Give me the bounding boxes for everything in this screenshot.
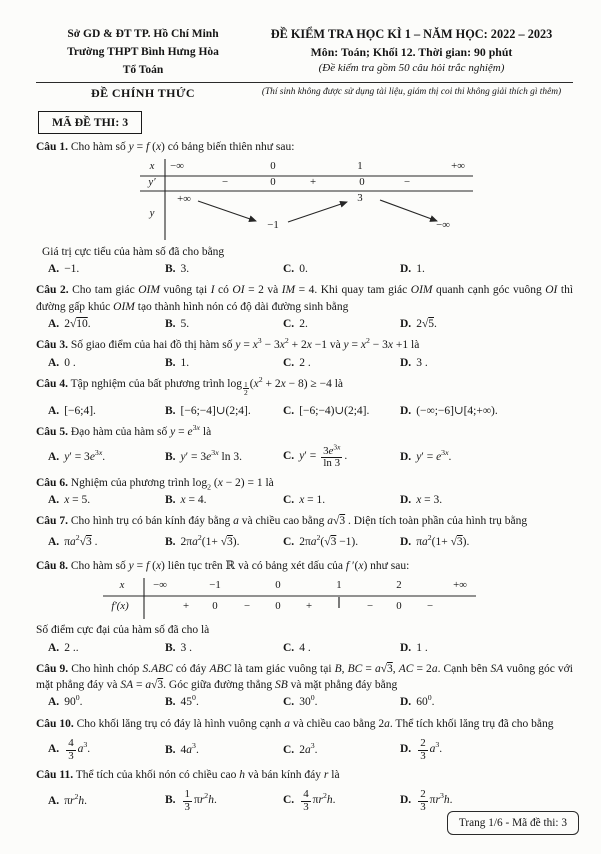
question-label: Câu 6.	[36, 476, 68, 489]
row-label-y-prime: y′	[148, 175, 156, 188]
answer-option-c	[283, 492, 400, 508]
exam-note: (Đề kiểm tra gồm 50 câu hỏi trắc nghiệm)	[318, 61, 505, 74]
option-letter: B.	[165, 794, 176, 807]
answer-option-d	[400, 640, 573, 656]
question-9	[36, 661, 573, 694]
official-stamp: ĐỀ CHÍNH THỨC	[91, 86, 195, 101]
answer-option-a	[48, 694, 165, 710]
x-value: −∞	[170, 159, 184, 172]
x-value: −∞	[153, 579, 167, 592]
question-label: Câu 1.	[36, 141, 68, 154]
option-letter: D.	[400, 794, 412, 807]
option-text: $45^0$.	[180, 693, 199, 709]
answer-option-b	[165, 355, 283, 371]
option-text: [−6;4].	[64, 404, 96, 417]
option-text: $\frac{4}{3}$ $a^3$.	[68, 737, 91, 762]
option-letter: D.	[400, 535, 412, 548]
option-text: 2 .	[299, 356, 311, 369]
y-minimum: −1	[267, 218, 279, 231]
option-text: $\frac{2}{3}$ $a^3$.	[420, 737, 443, 762]
option-letter: B.	[165, 451, 176, 464]
sign-value: −	[221, 175, 229, 188]
y-limit: −∞	[436, 218, 450, 231]
question-1-prompt: Giá trị cực tiểu của hàm số đã cho bằng	[42, 245, 225, 258]
option-text: x = 1.	[299, 493, 326, 506]
question-text: Cho khối lăng trụ có đáy là hình vuông cạnh a và chiều cao bằng 2a. Thể tích khối lăng trụ đã cho bằng	[76, 717, 554, 730]
question-8-answers	[48, 640, 573, 656]
option-letter: B.	[165, 641, 176, 654]
answer-option-a	[48, 793, 165, 809]
question-3-answers	[48, 355, 573, 371]
option-letter: A.	[48, 262, 60, 275]
option-letter: A.	[48, 641, 60, 654]
option-letter: A.	[48, 451, 60, 464]
option-text: 1.	[416, 262, 425, 275]
sign-value: −	[426, 600, 434, 613]
question-6	[36, 475, 573, 491]
question-label: Câu 7.	[36, 515, 68, 528]
question-7	[36, 513, 573, 529]
option-letter: C.	[283, 493, 295, 506]
question-text: Cho hàm số y = f (x) có bảng biến thiên như sau:	[70, 141, 295, 154]
row-label-y: y	[149, 206, 155, 219]
row-label-f-prime: f′(x)	[111, 600, 129, 613]
option-letter: C.	[283, 450, 295, 463]
option-text: 4 .	[299, 641, 311, 654]
option-text: $y' = e^{3x}$.	[416, 448, 452, 464]
option-letter: A.	[48, 493, 60, 506]
option-letter: A.	[48, 795, 60, 808]
option-letter: B.	[165, 317, 176, 330]
question-text: Tập nghiệm của bất phương trình log $\frac{1}{2}$ $(x^2 + 2x - 8) \ge -4$ là	[70, 375, 344, 398]
option-letter: C.	[283, 696, 295, 709]
option-letter: D.	[400, 493, 412, 506]
sign-value: +	[305, 600, 313, 613]
question-1	[36, 139, 573, 155]
arrow-up-icon	[288, 202, 347, 222]
answer-option-a	[48, 534, 165, 550]
question-5	[36, 424, 573, 440]
question-label: Câu 9.	[36, 662, 69, 675]
answer-option-d	[400, 738, 573, 762]
question-8-prompt: Số điểm cực đại của hàm số đã cho là	[36, 624, 210, 637]
option-letter: C.	[283, 794, 295, 807]
question-11	[36, 767, 573, 783]
answer-option-b	[165, 316, 283, 332]
option-text: $\pi a^2(1+ √3)$.	[416, 532, 470, 548]
page-footer-box: Trang 1/6 - Mã đề thi: 3	[447, 811, 579, 835]
option-text: $90^0$.	[64, 693, 83, 709]
answer-option-b	[165, 742, 283, 758]
answer-option-d	[400, 789, 573, 813]
question-5-answers	[48, 441, 573, 470]
x-value: −1	[209, 579, 221, 592]
x-value: 1	[357, 159, 363, 172]
question-label: Câu 8.	[36, 559, 68, 572]
answer-option-c	[283, 694, 400, 710]
option-text: 1 .	[416, 641, 428, 654]
option-text: 2 ..	[64, 641, 79, 654]
option-letter: D.	[400, 317, 412, 330]
exam-code-box: MÃ ĐỀ THI: 3	[38, 111, 142, 134]
answer-option-b	[165, 403, 283, 419]
sign-value: +	[182, 600, 190, 613]
option-letter: C.	[283, 262, 295, 275]
answer-option-c	[283, 742, 400, 758]
option-text: 3 .	[180, 641, 193, 654]
option-text: $\pi r^2h$.	[64, 792, 88, 808]
header-row-2	[36, 85, 573, 102]
y-limit: +∞	[177, 192, 191, 205]
option-letter: D.	[400, 451, 412, 464]
option-text: −1.	[64, 262, 80, 275]
option-text: 0 .	[64, 356, 76, 369]
x-value: 2	[396, 579, 402, 592]
option-letter: D.	[400, 356, 412, 369]
option-letter: D.	[400, 696, 412, 709]
option-letter: D.	[400, 262, 412, 275]
option-letter: A.	[48, 404, 60, 417]
arrow-down-icon	[198, 201, 256, 221]
row-label-x: x	[149, 159, 155, 172]
question-3	[36, 337, 573, 353]
option-letter: A.	[48, 742, 60, 755]
question-label: Câu 11.	[36, 769, 74, 782]
question-10-answers	[48, 738, 573, 762]
question-8	[36, 558, 573, 574]
header-divider	[36, 82, 573, 83]
option-text: y′ = $\frac{3e^{3x}}{\ln 3}$ .	[299, 441, 348, 470]
discontinuity-mark: ‖	[337, 593, 341, 613]
sign-value: +	[309, 175, 317, 188]
answer-option-d	[400, 403, 573, 419]
option-text: (−∞;−6]∪[4;+∞).	[416, 404, 498, 417]
row-label-x: x	[119, 579, 125, 592]
question-text: Cho tam giác OIM vuông tại I có OI = 2 và IM = 4. Khi quay tam giác OIM quanh cạnh góc vuông OI thì đường gấp khúc OIM tạo thành hình nón có độ dài đường sinh bằng	[36, 284, 574, 313]
answer-option-c	[283, 403, 400, 419]
option-letter: B.	[165, 493, 176, 506]
question-10	[36, 716, 573, 732]
exam-title: ĐỀ KIỂM TRA HỌC KÌ 1 – NĂM HỌC: 2022 – 2023	[270, 27, 553, 41]
answer-option-a	[48, 449, 165, 465]
option-letter: C.	[283, 641, 295, 654]
option-letter: B.	[165, 262, 176, 275]
option-letter: C.	[283, 743, 295, 756]
option-text: [−6;−4)∪(2;4].	[299, 404, 370, 417]
option-text: $30^0$.	[299, 693, 318, 709]
option-letter: C.	[283, 356, 295, 369]
option-letter: B.	[165, 535, 176, 548]
answer-option-c	[283, 789, 400, 813]
sign-value: 0	[396, 600, 402, 613]
option-text: 0.	[299, 262, 308, 275]
answer-option-c	[283, 640, 400, 656]
answer-option-b	[165, 534, 283, 550]
answer-option-a	[48, 640, 165, 656]
answer-option-c	[283, 534, 400, 550]
option-letter: B.	[165, 404, 176, 417]
answer-option-b	[165, 694, 283, 710]
question-text: Đạo hàm của hàm số $y = e^{3x}$ là	[70, 423, 212, 439]
group-name: Tổ Toán	[122, 63, 164, 76]
answer-option-b	[165, 640, 283, 656]
option-letter: D.	[400, 742, 412, 755]
option-letter: D.	[400, 404, 412, 417]
option-text: $2\pi a^2(1+ √3)$.	[180, 532, 240, 548]
arrow-down-icon	[380, 200, 437, 221]
question-7-answers	[48, 534, 573, 550]
variation-table	[140, 159, 475, 241]
question-9-answers	[48, 694, 573, 710]
question-text: Nghiệm của phương trình $\log_2 (x - 2) = 1$ là	[70, 476, 274, 491]
option-letter: B.	[165, 356, 176, 369]
sign-value: 0	[359, 175, 365, 188]
option-letter: A.	[48, 356, 60, 369]
answer-option-a	[48, 261, 165, 277]
answer-option-a	[48, 403, 165, 419]
question-11-answers	[48, 789, 573, 813]
question-text: Cho hàm số y = f (x) liên tục trên ℝ và có bảng xét dấu của f ′(x) như sau:	[70, 559, 410, 572]
question-text: Cho hình chóp S.ABC có đáy ABC là tam giác vuông tại B, BC = a√3, AC = 2a. Cạnh bên SA vuông góc với mặt phẳng đáy và SA = a√3. Góc giữa đường thẳng SB và mặt phẳng đáy bằng	[36, 662, 573, 692]
answer-option-d	[400, 694, 573, 710]
answer-option-c	[283, 441, 400, 470]
option-letter: C.	[283, 404, 295, 417]
option-text: 3.	[180, 262, 190, 275]
sign-value: −	[403, 175, 411, 188]
answer-option-c	[283, 316, 400, 332]
answer-option-a	[48, 738, 165, 762]
question-2-answers	[48, 316, 573, 332]
option-text: $4a^3$.	[180, 741, 199, 756]
option-text: $\frac{2}{3}$ $\pi r^3h$.	[420, 788, 453, 813]
x-value: 1	[336, 579, 342, 592]
answer-option-b	[165, 492, 283, 508]
option-text: $\frac{1}{3}$ $\pi r^2h$.	[184, 788, 217, 813]
answer-option-d	[400, 261, 573, 277]
x-value: +∞	[451, 159, 465, 172]
option-text: $y' = 3e^{3x}$ ln 3.	[180, 448, 242, 464]
question-label: Câu 4.	[36, 377, 68, 390]
question-6-answers	[48, 492, 573, 508]
exam-subject-time: Môn: Toán; Khối 12. Thời gian: 90 phút	[310, 44, 513, 59]
question-1-answers	[48, 261, 573, 277]
question-text: Số giao điểm của hai đồ thị hàm số $y = x^3 - 3x^2 + 2x -1$ và $y = x^2 - 3x +1$ là	[70, 336, 420, 352]
option-text: 1.	[180, 356, 190, 369]
option-text: $y' = 3e^{3x}$.	[64, 448, 106, 464]
option-letter: A.	[48, 317, 60, 330]
option-text: x = 3.	[416, 493, 443, 506]
option-text: x = 5.	[64, 493, 91, 506]
option-letter: B.	[165, 743, 176, 756]
exam-header	[36, 26, 573, 79]
answer-option-c	[283, 355, 400, 371]
question-label: Câu 3.	[36, 339, 68, 352]
option-text: x = 4.	[180, 493, 207, 506]
option-letter: D.	[400, 641, 412, 654]
question-label: Câu 5.	[36, 426, 68, 439]
option-text: 2√10.	[64, 317, 91, 330]
answer-option-d	[400, 534, 573, 550]
school-block	[36, 26, 250, 79]
x-value: 0	[270, 159, 276, 172]
option-text: $2\pi a^2(√3 -1)$.	[299, 532, 359, 548]
answer-option-d	[400, 355, 573, 371]
question-4-answers	[48, 403, 573, 419]
question-4	[36, 376, 573, 397]
option-text: $2a^3$.	[299, 741, 318, 756]
department-name: Sở GD & ĐT TP. Hồ Chí Minh	[67, 28, 219, 40]
option-text: $\frac{4}{3}$ $\pi r^2h$.	[303, 788, 336, 813]
option-letter: B.	[165, 696, 176, 709]
sign-table	[98, 578, 480, 620]
option-letter: A.	[48, 696, 60, 709]
answer-option-a	[48, 492, 165, 508]
option-text: $\pi a^2√3$ .	[64, 532, 98, 548]
x-value: 0	[275, 579, 281, 592]
x-value: +∞	[453, 579, 467, 592]
exam-rules-note: (Thí sinh không được sử dụng tài liệu, giám thị coi thi không giải thích gì thêm)	[261, 87, 562, 98]
answer-option-d	[400, 449, 573, 465]
answer-option-a	[48, 355, 165, 371]
school-name: Trường THPT Bình Hưng Hòa	[67, 45, 219, 58]
question-label: Câu 2.	[36, 284, 69, 297]
question-text: Thể tích của khối nón có chiều cao h và bán kính đáy r là	[75, 769, 340, 782]
sign-value: 0	[212, 600, 218, 613]
answer-option-b	[165, 261, 283, 277]
answer-option-a	[48, 316, 165, 332]
option-letter: C.	[283, 317, 295, 330]
option-text: 2.	[299, 317, 308, 330]
sign-value: 0	[275, 600, 281, 613]
sign-value: 0	[270, 175, 276, 188]
y-maximum: 3	[357, 191, 363, 204]
question-2	[36, 282, 573, 315]
question-label: Câu 10.	[36, 717, 74, 730]
answer-option-b	[165, 789, 283, 813]
option-letter: C.	[283, 535, 295, 548]
option-text: 5.	[180, 317, 190, 330]
sign-value: −	[366, 600, 374, 613]
sign-value: −	[243, 600, 251, 613]
answer-option-d	[400, 492, 573, 508]
option-text: $60^0$.	[416, 693, 435, 709]
question-text: Cho hình trụ có bán kính đáy bằng a và chiều cao bằng a√3 . Diện tích toàn phần của hình trụ bằng	[70, 515, 528, 528]
option-letter: A.	[48, 535, 60, 548]
option-text: [−6;−4]∪(2;4].	[180, 404, 251, 417]
answer-option-d	[400, 316, 573, 332]
exam-title-block	[250, 26, 573, 77]
answer-option-b	[165, 449, 283, 465]
option-text: 2√5.	[416, 317, 437, 330]
answer-option-c	[283, 261, 400, 277]
option-text: 3 .	[416, 356, 428, 369]
